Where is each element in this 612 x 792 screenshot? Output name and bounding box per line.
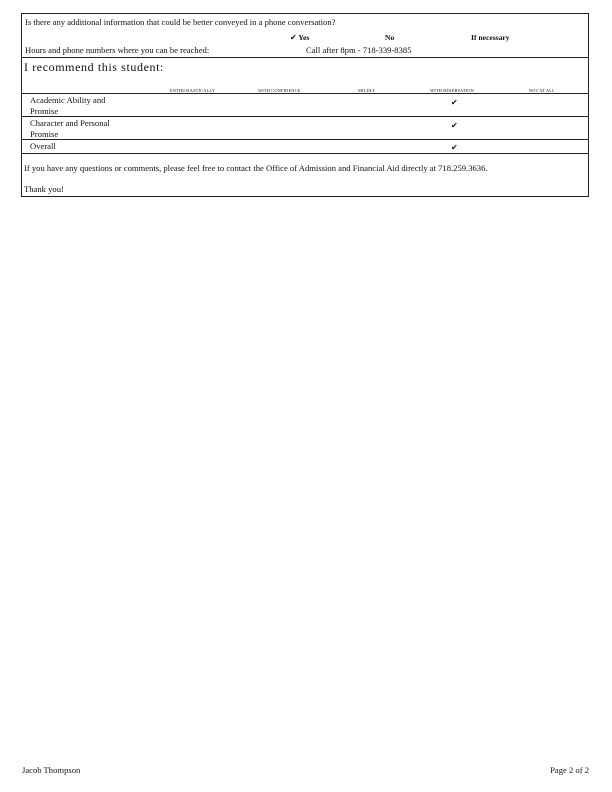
option-yes[interactable] (290, 33, 309, 42)
divider (22, 57, 588, 58)
row-overall-checkmark-icon[interactable]: ✔ (451, 143, 458, 152)
col-mildly: MILDLY (358, 88, 376, 93)
footer-page-number: Page 2 of 2 (550, 765, 589, 775)
row-character-label: Character and Personal Promise (30, 118, 110, 139)
option-if-necessary-label: If necessary (471, 33, 510, 42)
divider (22, 153, 588, 154)
contact-text: If you have any questions or comments, please feel free to contact the Office of Admission and Financial Aid directly at 718.259.3636. (24, 163, 488, 173)
row-character-checkmark-icon[interactable]: ✔ (451, 121, 458, 130)
divider (22, 116, 588, 117)
recommendation-form (21, 13, 589, 197)
divider (22, 93, 588, 94)
option-no-label: No (385, 33, 395, 42)
hours-value[interactable]: Call after 8pm - 718-339-8385 (306, 45, 412, 55)
row-academic-ability-label: Academic Ability and Promise (30, 95, 106, 116)
phone-question: Is there any additional information that could be better conveyed in a phone conversation? (25, 17, 336, 27)
footer-name: Jacob Thompson (22, 765, 81, 775)
thank-you: Thank you! (24, 184, 64, 194)
col-with-confidence: WITH CONFIDENCE (258, 88, 301, 93)
hours-label: Hours and phone numbers where you can be reached: (25, 45, 210, 55)
row-overall-label: Overall (30, 141, 56, 151)
col-enthusiastically: ENTHUSIASTICALLY (170, 88, 216, 93)
checkmark-icon: ✔ (290, 33, 297, 42)
option-if-necessary[interactable] (471, 33, 510, 42)
divider (22, 139, 588, 140)
col-with-reservation: WITH RESERVATION (430, 88, 474, 93)
recommend-title: I recommend this student: (24, 60, 164, 74)
col-not-at-all: NOT AT ALL (529, 88, 555, 93)
option-no[interactable] (385, 33, 394, 42)
row-academic-ability-checkmark-icon[interactable]: ✔ (451, 98, 458, 107)
option-yes-label: Yes (298, 33, 310, 42)
